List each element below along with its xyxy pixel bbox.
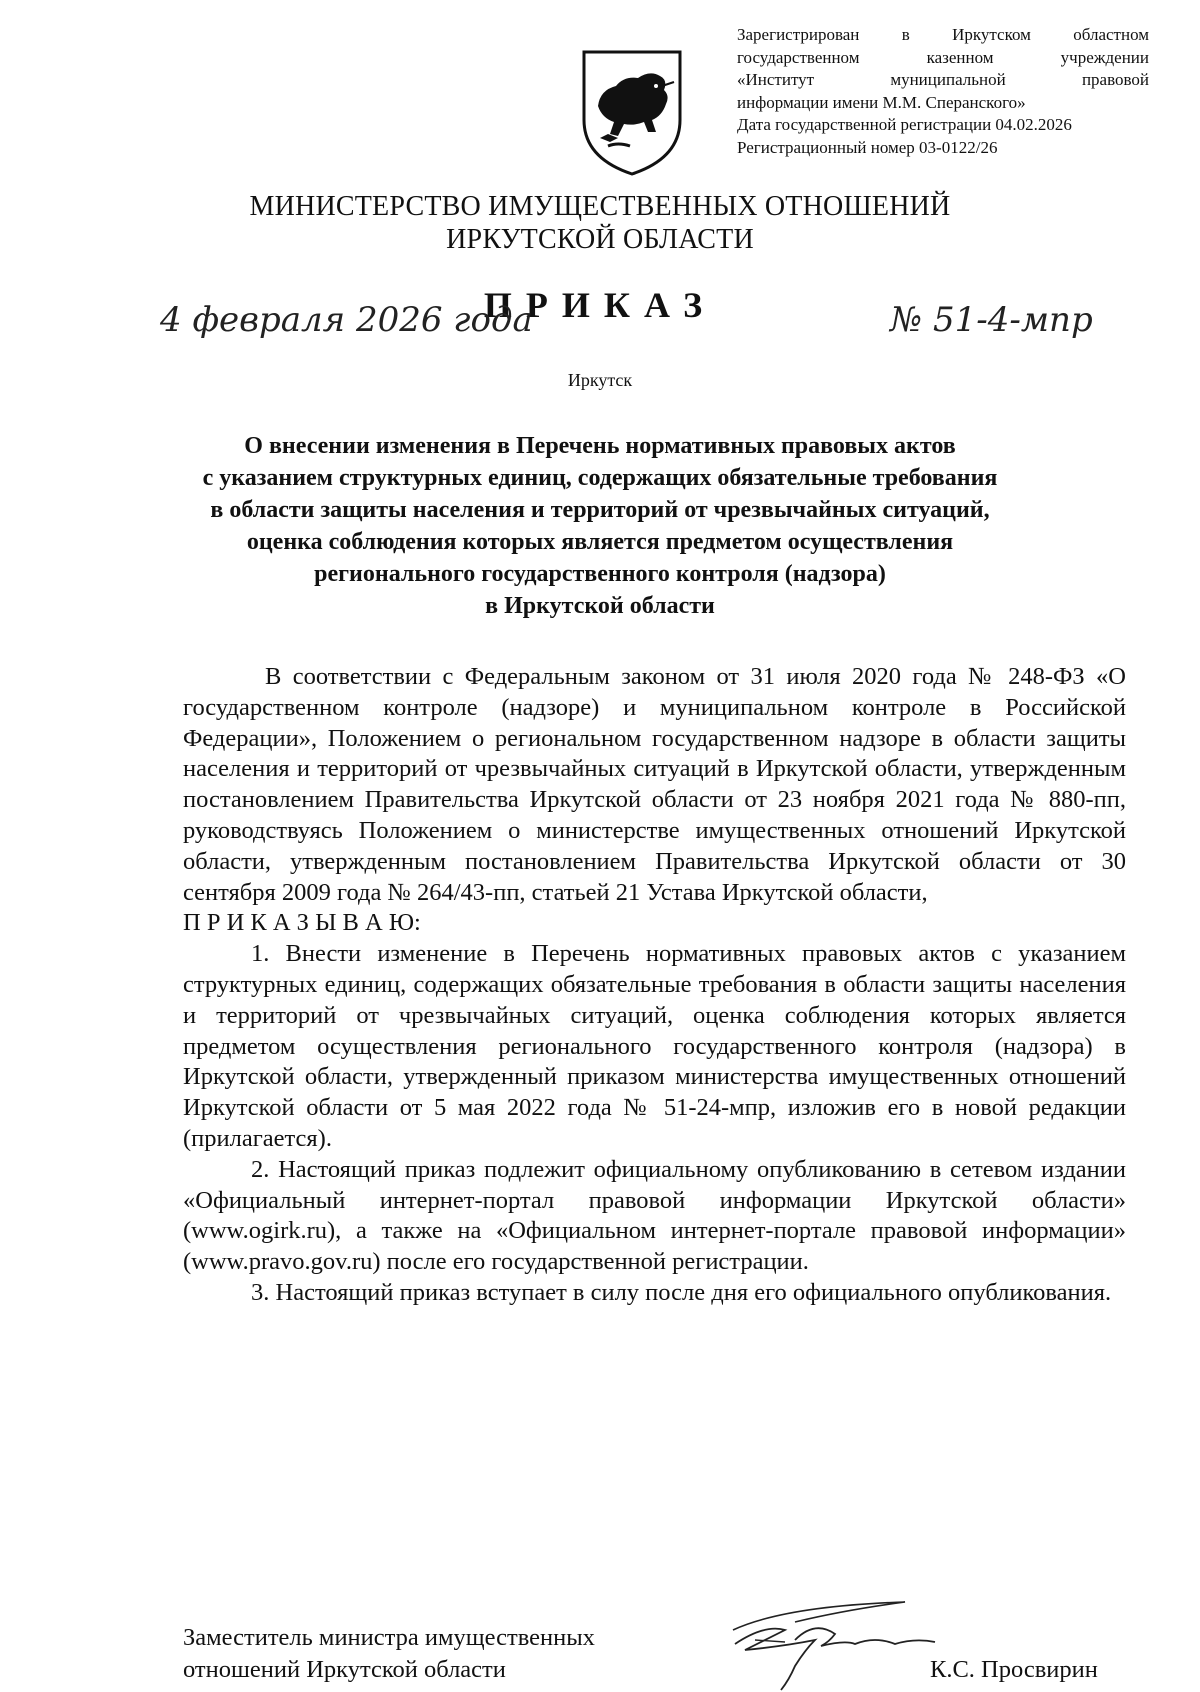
registration-line: информации имени М.М. Сперанского» xyxy=(737,92,1026,112)
order-item-1: 1. Внести изменение в Перечень нормативных правовых актов с указанием структурных единиц, содержащих обязательные требования в области защиты населения и территорий от чрезвычайных ситуаций, оценка соблюдения которых является предметом осуществления регионального государственного контроля (надзора) в Иркутской области, утвержденный приказом министерства имущественных отношений Иркутской области от 5 мая 2022 года № 51-24-мпр, изложив его в новой редакции (прилагается). xyxy=(183,940,1126,1152)
handwritten-number: № 51-4-мпр xyxy=(890,300,1093,340)
handwritten-date: 4 февраля 2026 года xyxy=(160,300,533,340)
title-line: в Иркутской области xyxy=(485,593,715,619)
registration-line: государственном казенном учреждении xyxy=(737,47,1149,67)
order-item-2: 2. Настоящий приказ подлежит официальному опубликованию в сетевом издании «Официальный интернет-портал правовой информации Иркутской области» (www.ogirk.ru), а также на «Официальном интернет-портале правовой информации» (www.pravo.gov.ru) после его государственной регистрации. xyxy=(183,1155,1126,1276)
registration-line: «Институт муниципальной правовой xyxy=(737,70,1149,89)
city: Иркутск xyxy=(567,370,633,390)
title-line: оценка соблюдения которых является предметом осуществления xyxy=(246,529,954,555)
order-word: П Р И К А З Ы В А Ю: xyxy=(183,909,421,937)
ministry-name-line1: МИНИСТЕРСТВО ИМУЩЕСТВЕННЫХ ОТНОШЕНИЙ xyxy=(249,191,951,222)
title-line: в области защиты населения и территорий от чрезвычайных ситуаций, xyxy=(210,497,990,523)
title-line: с указанием структурных единиц, содержащих обязательные требования xyxy=(202,465,998,491)
position-line: Заместитель министра имущественных xyxy=(183,1624,595,1651)
position-line: отношений Иркутской области xyxy=(183,1656,506,1683)
ministry-name-line2: ИРКУТСКОЙ ОБЛАСТИ xyxy=(446,224,754,255)
order-item-3: 3. Настоящий приказ вступает в силу после дня его официального опубликования. xyxy=(251,1278,1112,1306)
coat-of-arms-emblem xyxy=(578,46,686,178)
title-line: О внесении изменения в Перечень нормативных правовых актов xyxy=(244,433,956,459)
document-title xyxy=(150,430,1050,622)
signatory-name: К.С. Просвирин xyxy=(930,1656,1098,1683)
document-type: ПРИКАЗ xyxy=(483,285,717,325)
signatory-position xyxy=(183,1622,595,1686)
preamble-paragraph: В соответствии с Федеральным законом от 31 июля 2020 года № 248-ФЗ «О государственном контроле (надзоре) и муниципальном контроле в Российской Федерации», Положением о региональном государственном надзоре в области защиты населения и территорий от чрезвычайных ситуаций в Иркутской области, утвержденным постановлением Правительства Иркутской области от 23 ноября 2021 года № 880-пп, руководствуясь Положением о министерстве имущественных отношений Иркутской области, утвержденным постановлением Правительства Иркутской области от 30 сентября 2009 года № 264/43-пп, статьей 21 Устава Иркутской области, xyxy=(183,663,1126,906)
document-body xyxy=(183,662,1126,1309)
registration-block xyxy=(737,24,1149,159)
title-line: регионального государственного контроля (надзора) xyxy=(314,561,886,587)
registration-date: Дата государственной регистрации 04.02.2026 xyxy=(737,115,1072,134)
registration-line: Зарегистрирован в Иркутском областном xyxy=(737,25,1149,44)
registration-number: Регистрационный номер 03-0122/26 xyxy=(737,137,998,157)
